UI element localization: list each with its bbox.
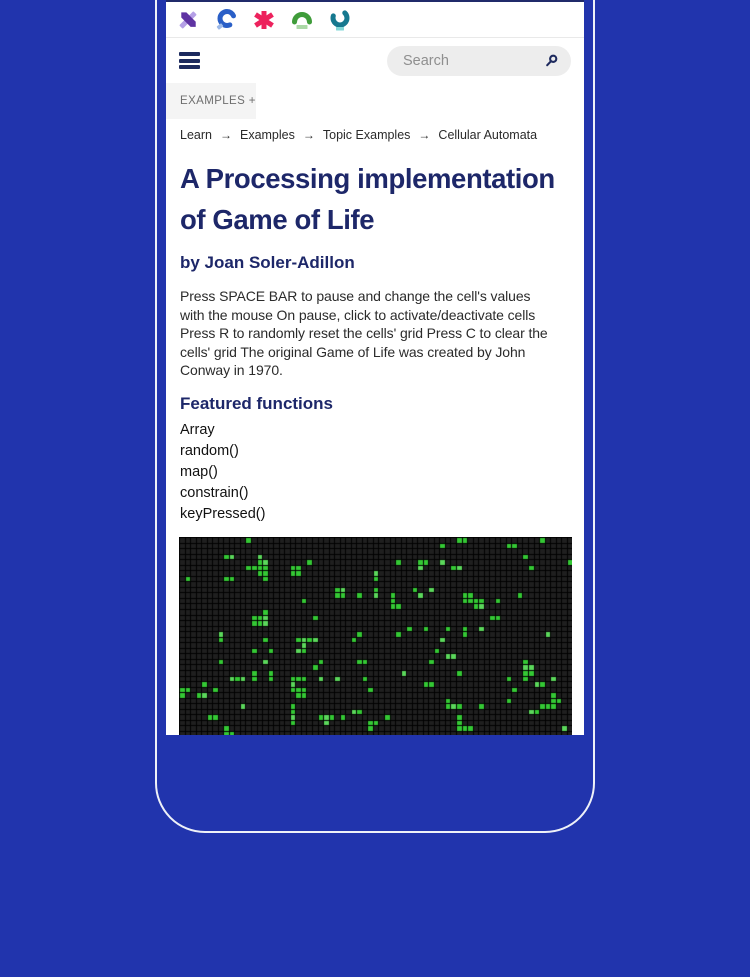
breadcrumb-arrow-icon: →: [219, 128, 232, 142]
processing-py-logo[interactable]: [290, 8, 314, 32]
search-icon: [545, 54, 558, 67]
featured-function-map[interactable]: map(): [180, 463, 218, 480]
p5js-logo[interactable]: [252, 8, 276, 32]
main-nav-bar: [166, 38, 584, 83]
hamburger-menu-button[interactable]: [179, 50, 200, 71]
featured-functions-heading: Featured functions: [180, 393, 334, 413]
breadcrumb-arrow-icon: →: [418, 128, 431, 142]
page-title-line-1: A Processing implementation: [180, 163, 555, 194]
game-of-life-canvas[interactable]: [179, 537, 572, 736]
search-input[interactable]: [387, 53, 545, 69]
examples-tab[interactable]: [166, 83, 256, 119]
page-title-line-2: of Game of Life: [180, 204, 375, 235]
breadcrumb-link-topic-examples[interactable]: Topic Examples: [322, 128, 411, 142]
breadcrumb: [166, 128, 584, 142]
featured-function-constrain[interactable]: constrain(): [180, 484, 249, 501]
browser-screen: [166, 0, 584, 735]
search-box[interactable]: [387, 46, 571, 76]
featured-function-random[interactable]: random(): [180, 442, 239, 459]
examples-tab-label: EXAMPLES +: [180, 95, 256, 107]
featured-function-array[interactable]: Array: [180, 421, 215, 438]
featured-functions-list: [166, 420, 584, 525]
site-family-logo-bar: [166, 2, 584, 38]
author-byline: by Joan Soler-Adillon: [180, 253, 355, 272]
breadcrumb-arrow-icon: →: [302, 128, 315, 142]
processing-logo[interactable]: [214, 8, 238, 32]
breadcrumb-link-cellular-automata[interactable]: Cellular Automata: [438, 128, 538, 142]
processing-android-logo[interactable]: [328, 8, 352, 32]
page-title: [166, 158, 584, 240]
processing-foundation-logo[interactable]: [176, 8, 200, 32]
featured-function-keypressed[interactable]: keyPressed(): [180, 505, 266, 522]
breadcrumb-link-learn[interactable]: Learn: [180, 128, 212, 142]
breadcrumb-link-examples[interactable]: Examples: [239, 128, 295, 142]
description-paragraph: Press SPACE BAR to pause and change the cell's values with the mouse On pause, click to activate/deactivate cells Press R to randomly reset the cells' grid Press C to clear the cells' grid The original Game of Life was created by John Conway in 1970.: [180, 288, 548, 378]
